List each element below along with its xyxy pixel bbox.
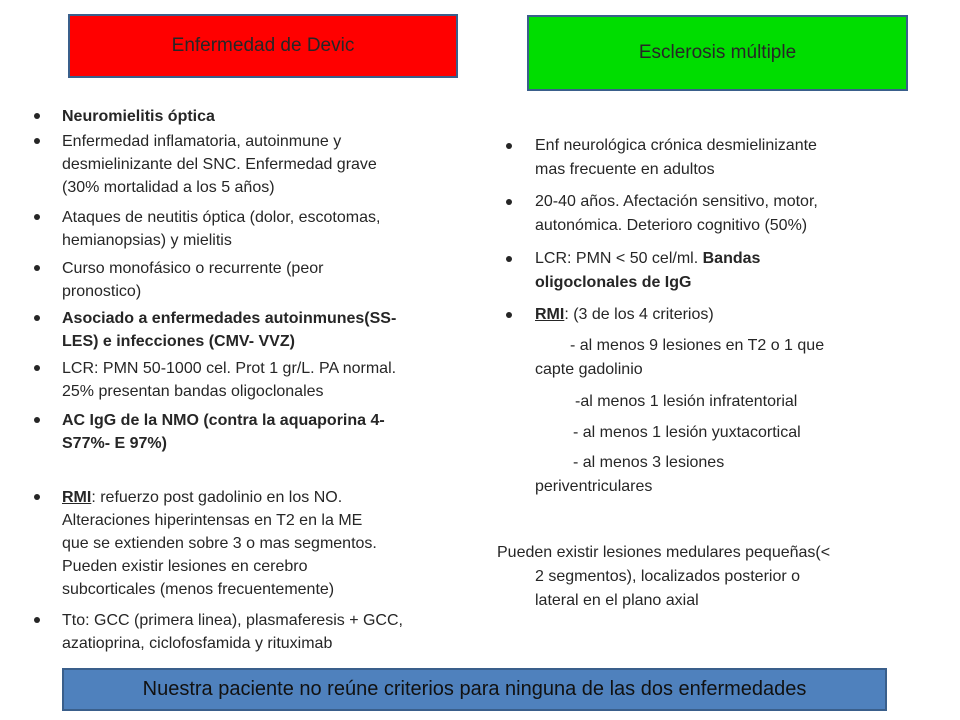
devic-item-ac-igg (30, 409, 470, 455)
conclusion-text: Nuestra paciente no reúne criterios para ninguna de las dos enfermedades (142, 678, 807, 700)
devic-item-definicion (30, 130, 470, 199)
devic-item-neuromielitis (30, 105, 470, 128)
rmi-text: : refuerzo post gadolinio en los NO. Alteraciones hiperintensas en T2 en la ME que se extienden sobre 3 o mas segmentos. Pueden existir lesiones en cerebro subcorticales (menos frecuentemente) (62, 489, 377, 598)
devic-header-title: Enfermedad de Devic (171, 35, 355, 56)
ms-item-rmi (502, 303, 942, 327)
ms-criterion-infratentorial: -al menos 1 lesión infratentorial (575, 393, 798, 410)
ms-item-text: 20-40 años. Afectación sensitivo, motor, autonómica. Deterioro cognitivo (50%) (535, 193, 818, 234)
ms-item-text (535, 303, 942, 327)
ms-criterion-lesiones-t2: - al menos 9 lesiones en T2 o 1 que capte gadolinio (535, 337, 825, 378)
bullet-icon (34, 417, 40, 423)
devic-item-text (62, 486, 470, 601)
bullet-icon (34, 494, 40, 500)
bullet-icon (506, 256, 512, 262)
ms-item-text: Enf neurológica crónica desmielinizante mas frecuente en adultos (535, 137, 817, 178)
devic-item-curso (30, 257, 470, 303)
ms-criterion-yuxtacortical: - al menos 1 lesión yuxtacortical (573, 424, 801, 441)
devic-item-rmi (30, 486, 470, 601)
devic-item-text: AC IgG de la NMO (contra la aquaporina 4- S77%- E 97%) (62, 412, 385, 452)
devic-header-box (68, 14, 458, 78)
ms-header-title: Esclerosis múltiple (638, 42, 797, 63)
bullet-icon (506, 199, 512, 205)
bullet-icon (34, 138, 40, 144)
devic-item-text: Curso monofásico o recurrente (peor pronostico) (62, 260, 324, 300)
devic-item-text: Enfermedad inflamatoria, autoinmune y desmielinizante del SNC. Enfermedad grave (30% mortalidad a los 5 años) (62, 133, 377, 196)
bullet-icon (34, 265, 40, 271)
devic-item-text: Asociado a enfermedades autoinmunes(SS- LES) e infecciones (CMV- VVZ) (62, 310, 397, 350)
bullet-icon (34, 214, 40, 220)
rmi-label: RMI (62, 489, 92, 506)
ms-lcr-text: LCR: PMN < 50 cel/ml. (535, 250, 703, 267)
rmi-label: RMI (535, 306, 565, 323)
bullet-icon (34, 365, 40, 371)
bullet-icon (34, 315, 40, 321)
bullet-icon (506, 312, 512, 318)
ms-lcr-bandas: Bandas oligoclonales de IgG (535, 250, 761, 291)
bullet-icon (34, 617, 40, 623)
devic-item-lcr (30, 357, 470, 403)
ms-note-lesiones-medulares: Pueden existir lesiones medulares pequeñas(< 2 segmentos), localizados posterior o lateral en el plano axial (497, 544, 831, 609)
ms-item-lcr (502, 247, 942, 295)
ms-item-text (535, 247, 942, 295)
devic-item-text: LCR: PMN 50-1000 cel. Prot 1 gr/L. PA normal. 25% presentan bandas oligoclonales (62, 360, 397, 400)
rmi-text: : (3 de los 4 criterios) (564, 306, 714, 323)
bullet-icon (506, 143, 512, 149)
ms-header-box (527, 15, 908, 91)
devic-item-text: Ataques de neutitis óptica (dolor, escotomas, hemianopsias) y mielitis (62, 209, 381, 249)
devic-item-text: Tto: GCC (primera linea), plasmaferesis + GCC, azatioprina, ciclofosfamida y rituximab (62, 612, 403, 652)
ms-item-definicion (502, 134, 942, 182)
conclusion-box (62, 668, 887, 711)
devic-item-ataques (30, 206, 470, 252)
devic-item-text: Neuromielitis óptica (62, 108, 215, 125)
devic-item-asociado (30, 307, 470, 353)
ms-item-edad (502, 190, 942, 238)
devic-item-tratamiento (30, 609, 470, 655)
bullet-icon (34, 113, 40, 119)
ms-criterion-periventriculares: - al menos 3 lesiones periventriculares (535, 454, 725, 495)
